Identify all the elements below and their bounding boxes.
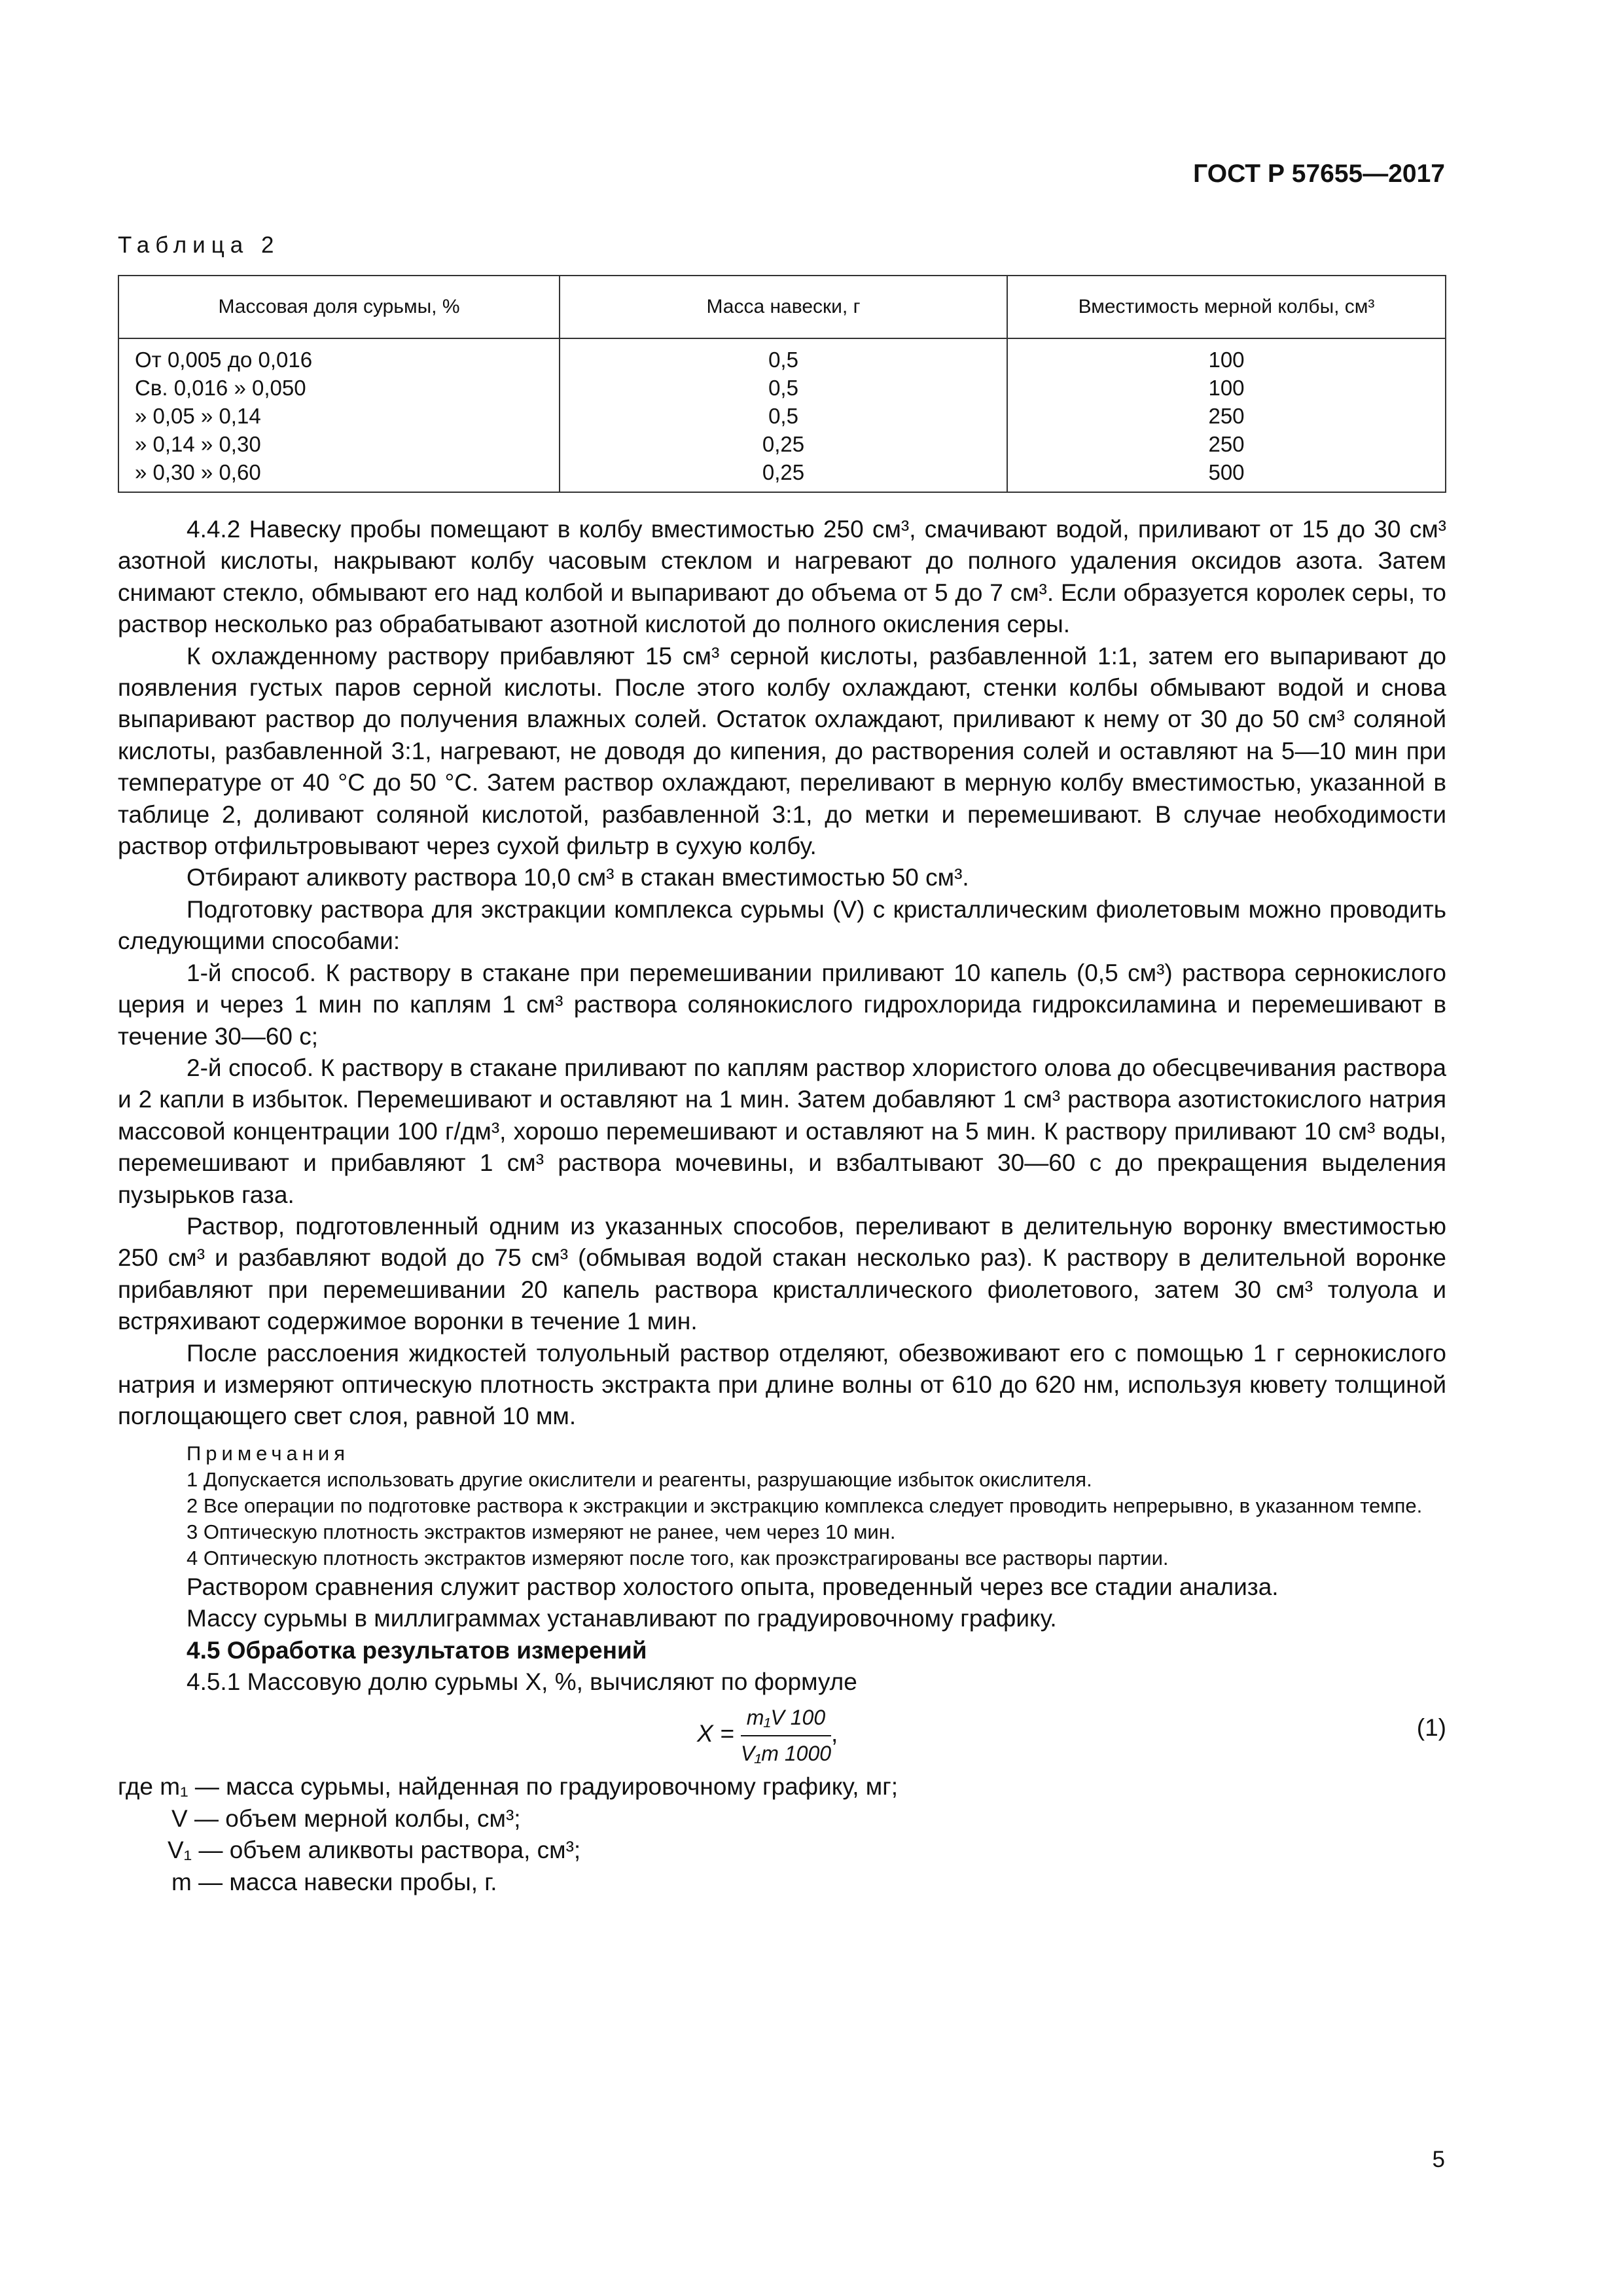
flask-capacity-column bbox=[1007, 338, 1446, 492]
formula-numerator: m₁V 100 bbox=[741, 1702, 831, 1736]
note-item: 4 Оптическую плотность экстрактов измеряют после того, как проэкстрагированы все растворы партии. bbox=[187, 1546, 1169, 1570]
table-row bbox=[118, 338, 1446, 492]
table-cell: От 0,005 до 0,016 bbox=[135, 348, 313, 372]
table-cell: 0,25 bbox=[762, 432, 805, 456]
table-cell: 500 bbox=[1208, 460, 1245, 484]
table-cell: 0,5 bbox=[768, 348, 798, 372]
table-caption: Таблица 2 bbox=[118, 232, 280, 258]
formula-fraction bbox=[741, 1702, 831, 1769]
main-text bbox=[118, 514, 1446, 1898]
paragraph: После расслоения жидкостей толуольный раствор отделяют, обезвоживают его с помощью 1 г сернокислого натрия и измеряют оптическую плотность экстракта при длине волны от 610 до 620 нм, используя кювету толщиной поглощающего свет слоя, равной 10 мм. bbox=[118, 1339, 1446, 1430]
paragraph: Массу сурьмы в миллиграммах устанавливают по градуировочному графику. bbox=[187, 1605, 1057, 1632]
document-code: ГОСТ Р 57655—2017 bbox=[1193, 160, 1445, 188]
definition-v1: V₁ — объем аликвоты раствора, см³; bbox=[168, 1837, 581, 1864]
notes-title: Примечания bbox=[187, 1441, 349, 1465]
formula-denominator: V₁m 1000 bbox=[740, 1741, 832, 1765]
table-cell: » 0,14 » 0,30 bbox=[135, 432, 261, 456]
section-heading: 4.5 Обработка результатов измерений bbox=[187, 1636, 647, 1664]
table-cell: 250 bbox=[1208, 404, 1245, 428]
notes-block bbox=[118, 1441, 1446, 1571]
note-item: 3 Оптическую плотность экстрактов измеряют не ранее, чем через 10 мин. bbox=[187, 1520, 896, 1543]
table-cell: 100 bbox=[1208, 376, 1245, 400]
header-flask-capacity: Вместимость мерной колбы, см³ bbox=[1007, 276, 1446, 338]
equation-number: (1) bbox=[1416, 1714, 1446, 1742]
sample-mass-column bbox=[560, 338, 1007, 492]
note-item: 2 Все операции по подготовке раствора к экстракции и экстракцию комплекса следует проводить непрерывно, в указанном темпе. bbox=[187, 1494, 1423, 1517]
paragraph: Подготовку раствора для экстракции комплекса сурьмы (V) с кристаллическим фиолетовым можно проводить следующими способами: bbox=[118, 895, 1446, 955]
table-cell: 0,25 bbox=[762, 460, 805, 484]
table-cell: Св. 0,016 » 0,050 bbox=[135, 376, 306, 400]
table-2 bbox=[118, 275, 1446, 493]
table-cell: » 0,30 » 0,60 bbox=[135, 460, 261, 484]
paragraph: Раствор, подготовленный одним из указанных способов, переливают в делительную воронку вместимостью 250 см³ и разбавляют водой до 75 см³ (обмывая водой стакан несколько раз). К раствору в делительной воронке прибавляют при перемешивании 20 капель раствора кристаллического фиолетового, затем 30 см³ толуола и встряхивают содержимое воронки в течение 1 мин. bbox=[118, 1212, 1446, 1335]
antimony-fraction-column bbox=[118, 338, 560, 492]
table-cell: 0,5 bbox=[768, 404, 798, 428]
table-cell: 250 bbox=[1208, 432, 1245, 456]
formula-trail: , bbox=[831, 1720, 838, 1748]
table-cell: » 0,05 » 0,14 bbox=[135, 404, 261, 428]
paragraph: Отбирают аликвоту раствора 10,0 см³ в стакан вместимостью 50 см³. bbox=[187, 864, 969, 891]
definition-v: V — объем мерной колбы, см³; bbox=[171, 1804, 521, 1832]
table-cell: 0,5 bbox=[768, 376, 798, 400]
definition-m: m — масса навески пробы, г. bbox=[171, 1868, 497, 1895]
paragraph-4-4-2: 4.4.2 Навеску пробы помещают в колбу вместимостью 250 см³, смачивают водой, приливают от 15 до 30 см³ азотной кислоты, накрывают колбу часовым стеклом и нагревают до полного удаления оксидов азота. Затем снимают стекло, обмывают его над колбой и выпаривают до объема от 5 до 7 см³. Если образуется королек серы, то раствор несколько раз обрабатывают азотной кислотой до полного окисления серы. bbox=[118, 516, 1446, 638]
header-antimony-fraction: Массовая доля сурьмы, % bbox=[118, 276, 560, 338]
formula-lhs: X = bbox=[697, 1720, 734, 1748]
paragraph-method-1: 1-й способ. К раствору в стакане при перемешивании приливают 10 капель (0,5 см³) раствора сернокислого церия и через 1 мин по каплям 1 см³ раствора солянокислого гидрохлорида гидроксиламина и перемешивают в течение 30—60 с; bbox=[118, 959, 1446, 1050]
definition-m1: где m₁ — масса сурьмы, найденная по градуировочному графику, мг; bbox=[118, 1773, 898, 1801]
note-item: 1 Допускается использовать другие окислители и реагенты, разрушающие избыток окислителя. bbox=[187, 1467, 1092, 1491]
paragraph: К охлажденному раствору прибавляют 15 см³ серной кислоты, разбавленной 1:1, затем его выпаривают до появления густых паров серной кислоты. После этого колбу охлаждают, стенки колбы обмывают водой и снова выпаривают раствор до получения влажных солей. Остаток охлаждают, приливают к нему от 30 до 50 см³ соляной кислоты, разбавленной 3:1, нагревают, не доводя до кипения, до растворения солей и оставляют на 5—10 мин при температуре от 40 °С до 50 °С. Затем раствор охлаждают, переливают в мерную колбу вместимостью, указанной в таблице 2, доливают соляной кислотой, разбавленной 3:1, до метки и перемешивают. В случае необходимости раствор отфильтровывают через сухой фильтр в сухую колбу. bbox=[118, 642, 1446, 860]
paragraph-method-2: 2-й способ. К раствору в стакане приливают по каплям раствор хлористого олова до обесцвечивания раствора и 2 капли в избыток. Перемешивают и оставляют на 1 мин. Затем добавляют 1 см³ раствора азотистокислого натрия массовой концентрации 100 г/дм³, хорошо перемешивают и оставляют на 5 мин. К раствору приливают 10 см³ воды, перемешивают и прибавляют 1 см³ раствора мочевины, и взбалтывают 30—60 с до прекращения выделения пузырьков газа. bbox=[118, 1054, 1446, 1208]
symbol-definitions bbox=[118, 1771, 1446, 1898]
table-cell: 100 bbox=[1208, 348, 1245, 372]
paragraph: Раствором сравнения служит раствор холостого опыта, проведенный через все стадии анализа. bbox=[187, 1573, 1279, 1600]
formula-expression bbox=[697, 1702, 838, 1769]
formula-intro: 4.5.1 Массовую долю сурьмы X, %, вычисляют по формуле bbox=[187, 1668, 857, 1695]
formula-1 bbox=[118, 1698, 1446, 1771]
page-number: 5 bbox=[1432, 2147, 1445, 2172]
table-header-row bbox=[118, 276, 1446, 338]
header-sample-mass: Масса навески, г bbox=[560, 276, 1007, 338]
